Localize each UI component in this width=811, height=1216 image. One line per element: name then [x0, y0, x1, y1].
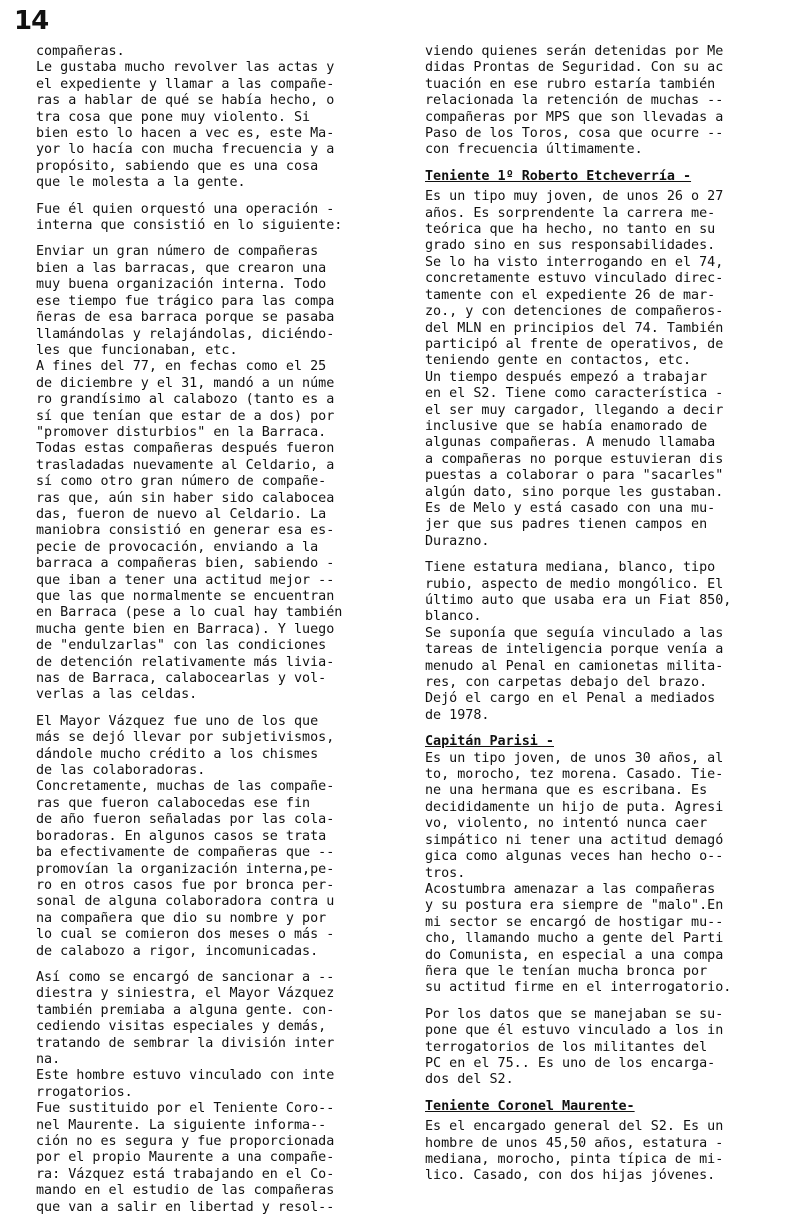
paragraph: Es el encargado general del S2. Es un hombre de unos 45,50 años, estatura - mediana, morocho, pinta típica de mi- lico. Casado, con dos hijas jóvenes.	[425, 1119, 724, 1184]
paragraph: Es un tipo muy joven, de unos 26 o 27 años. Es sorprendente la carrera me- teórica que ha hecho, no tanto en su grado sino en sus responsabilidades. Se lo ha visto interrogando en el 74, concretamente estuvo vinculado direc- tamente con el expediente 26 de mar- zo., y con detenciones de compañeros- del MLN en principios del 74. También participó al frente de operativos, de teniendo gente en contactos, etc. Un tiempo después empezó a trabajar en el S2. Tiene como característica - el ser muy cargador, llegando a decir inclusive que se había enamorado de algunas compañeras. A menudo llamaba a compañeras no porque estuvieran dis puestas a colaborar o para "sacarles" algún dato, sino porque les gustaban. Es de Melo y está casado con una mu- jer que sus padres tienen campos en Durazno.	[425, 189, 724, 549]
paragraph: Fue él quien orquestó una operación - interna que consistió en lo siguiente:	[36, 201, 343, 234]
section-heading: Teniente Coronel Maurente-	[425, 1098, 635, 1114]
paragraph: Así como se encargó de sancionar a -- diestra y siniestra, el Mayor Vázquez también premiaba a alguna gente. con- cediendo visitas especiales y demás, tratando de sembrar la división inter na. Este hombre estuvo vinculado con inte rrogatorios. Fue sustituido por el Teniente Coro-- nel Maurente. La siguiente informa-- ción no es segura y fue proporcionada por el propio Maurente a una compañe- ra: Vázquez está trabajando en el Co- mando en el estudio de las compañeras que van a salir en libertad y resol--	[36, 969, 335, 1215]
paragraph: Tiene estatura mediana, blanco, tipo rubio, aspecto de medio mongólico. El último auto que usaba era un Fiat 850, blanco. Se suponía que seguía vinculado a las tareas de inteligencia porque venía a menudo al Penal en camionetas milita- res, con carpetas debajo del brazo. Dejó el cargo en el Penal a mediados de 1978.	[425, 560, 732, 723]
paragraph: Es un tipo joven, de unos 30 años, al to, morocho, tez morena. Casado. Tie- ne una hermana que es escribana. Es decididamente un hijo de puta. Agresi vo, violento, no intentó nunca caer simpático ni tener una actitud demagó gica como algunas veces han hecho o-- tros. Acostumbra amenazar a las compañeras y su postura era siempre de "malo".En mi sector se encargó de hostigar mu-- cho, llamando mucho a gente del Parti do Comunista, en especial a una compa ñera que le tenían mucha bronca por su actitud firme en el interrogatorio.	[425, 750, 732, 996]
left-column	[36, 44, 404, 1216]
right-column	[425, 44, 797, 1185]
paragraph: Por los datos que se manejaban se su- pone que él estuvo vinculado a los in terrogatorios de los militantes del PC en el 75.. Es uno de los encarga- dos del S2.	[425, 1006, 724, 1088]
paragraph: Enviar un gran número de compañeras bien a las barracas, que crearon una muy buena organización interna. Todo ese tiempo fue trágico para las compa ñeras de esa barraca porque se pasaba llamándolas y relajándolas, diciéndo- les que funcionaban, etc. A fines del 77, en fechas como el 25 de diciembre y el 31, mandó a un núme ro grandísimo al calabozo (tanto es a sí que tenían que estar de a dos) por "promover disturbios" en la Barraca. Todas estas compañeras después fueron trasladadas nuevamente al Celdario, a sí como otro gran número de compañe- ras que, aún sin haber sido calabocea das, fueron de nuevo al Celdario. La maniobra consistió en generar esa es- pecie de provocación, enviando a la barraca a compañeras bien, sabiendo - que iban a tener una actitud mejor -- que las que normalmente se encuentran en Barraca (pese a lo cual hay también mucha gente bien en Barraca). Y luego de "endulzarlas" con las condiciones de detención relativamente más livia- nas de Barraca, calabocearlas y vol- verlas a las celdas.	[36, 244, 343, 703]
paragraph: compañeras. Le gustaba mucho revolver las actas y el expediente y llamar a las compañe- ras a hablar de qué se había hecho, o tra cosa que pone muy violento. Si bien esto lo hacen a vec es, este Ma- yor lo hacía con mucha frecuencia y a propósito, sabiendo que es una cosa que le molesta a la gente.	[36, 44, 335, 191]
section-heading: Capitán Parisi -	[425, 734, 554, 750]
section-heading: Teniente 1º Roberto Etcheverría -	[425, 168, 692, 184]
paragraph: viendo quienes serán detenidas por Me didas Prontas de Seguridad. Con su ac tuación en ese rubro estaría también relacionada la retención de muchas -- compañeras por MPS que son llevadas a Paso de los Toros, cosa que ocurre -- con frecuencia últimamente.	[425, 44, 724, 158]
paragraph: El Mayor Vázquez fue uno de los que más se dejó llevar por subjetivismos, dándole mucho crédito a los chismes de las colaboradoras. Concretamente, muchas de las compañe- ras que fueron calabocedas ese fin de año fueron señaladas por las cola- boradoras. En algunos casos se trata ba efectivamente de compañeras que -- promovían la organización interna,pe- ro en otros casos fue por bronca per- sonal de alguna colaboradora contra u na compañera que dio su nombre y por lo cual se comieron dos meses o más - de calabozo a rigor, incomunicadas.	[36, 713, 335, 959]
page-number: 14	[14, 6, 49, 36]
